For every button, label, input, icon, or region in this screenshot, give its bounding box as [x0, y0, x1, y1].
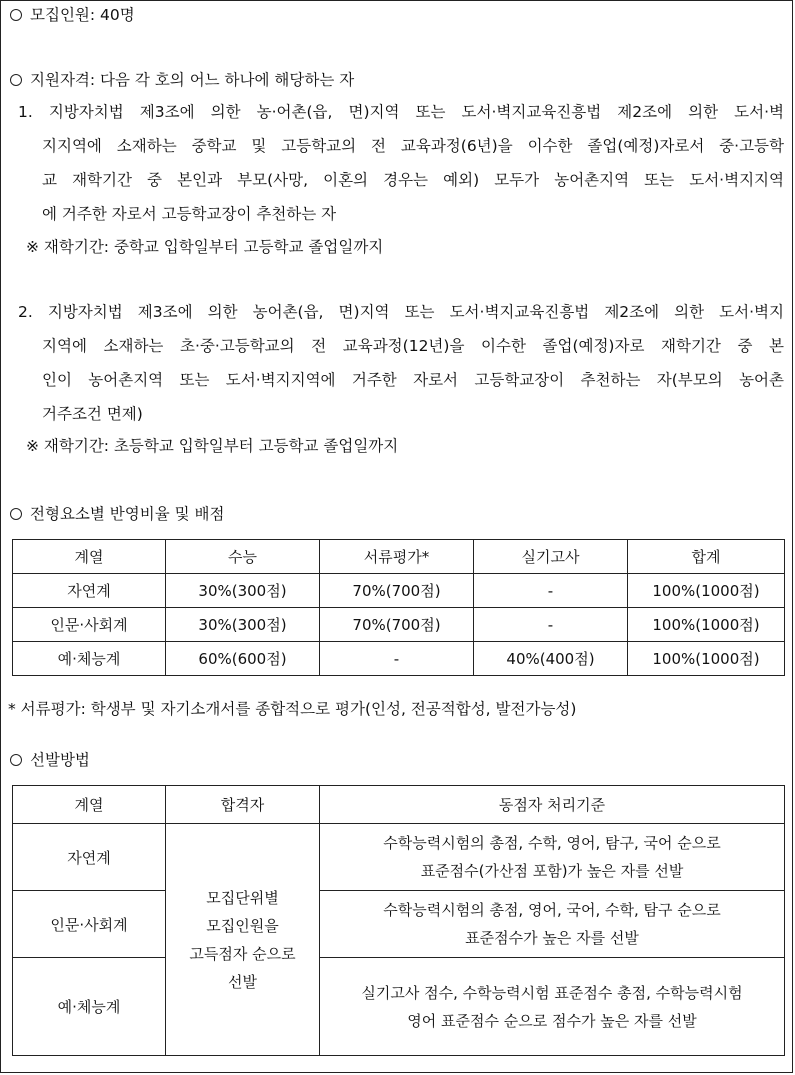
table-row [13, 642, 785, 676]
tiebreak-rule-cell [320, 824, 785, 891]
ratio-heading-line [10, 502, 224, 524]
selection-header-cell: 계열 [13, 786, 166, 824]
rule-line: 실기고사 점수, 수학능력시험 표준점수 총점, 수학능력시험 [361, 983, 743, 1002]
rule-line: 표준점수(가산점 포함)가 높은 자를 선발 [420, 862, 684, 880]
table-cell: 60%(600점) [166, 642, 320, 676]
tiebreak-rule-cell [320, 958, 785, 1056]
ratio-header-cell: 서류평가* [320, 540, 474, 574]
table-cell: 예·체능계 [13, 642, 166, 676]
selection-header-cell: 동점자 처리기준 [320, 786, 785, 824]
table-cell: 70%(700점) [320, 574, 474, 608]
table-row [13, 574, 785, 608]
table-cell: 자연계 [13, 824, 166, 891]
table-row [13, 958, 785, 1056]
item2-note: ※ 재학기간: 초등학교 입학일부터 고등학교 졸업일까지 [26, 437, 399, 455]
selection-heading-line [10, 748, 90, 770]
item2-line-2: 지역에 소재하는 초·중·고등학교의 전 교육과정(12년)을 이수한 졸업(예정)자로 재학기간 중 본 [42, 337, 784, 355]
table-cell: 30%(300점) [166, 608, 320, 642]
rule-line: 수학능력시험의 총점, 영어, 국어, 수학, 탐구 순으로 [383, 901, 721, 919]
passers-line: 모집단위별 [206, 888, 279, 907]
table-row [13, 824, 785, 891]
ratio-header-cell: 실기고사 [474, 540, 628, 574]
item2-line-3: 인이 농어촌지역 또는 도서·벽지지역에 거주한 자로서 고등학교장이 추천하는 자(부모의 농어촌 [42, 371, 784, 389]
rule-line: 영어 표준점수 순으로 점수가 높은 자를 선발 [407, 1011, 697, 1030]
ratio-heading: 전형요소별 반영비율 및 배점 [30, 505, 225, 523]
ratio-header-cell: 수능 [166, 540, 320, 574]
ratio-footnote: * 서류평가: 학생부 및 자기소개서를 종합적으로 평가(인성, 전공적합성, 발전가능성) [8, 700, 577, 718]
quota-line [10, 3, 135, 25]
item2-line-4: 거주조건 면제) [42, 405, 143, 423]
item1-line-3: 교 재학기간 중 본인과 부모(사망, 이혼의 경우는 예외) 모두가 농어촌지역 또는 도서·벽지지역 [42, 171, 784, 189]
table-row [13, 891, 785, 958]
passers-line: 선발 [228, 972, 257, 991]
table-cell: - [474, 574, 628, 608]
selection-header-cell: 합격자 [166, 786, 320, 824]
table-cell: 70%(700점) [320, 608, 474, 642]
passers-line: 모집인원을 [206, 916, 279, 935]
table-cell: 자연계 [13, 574, 166, 608]
table-cell: 인문·사회계 [13, 608, 166, 642]
ratio-header-cell: 합계 [628, 540, 785, 574]
item2-line-1: 2. 지방자치법 제3조에 의한 농어촌(읍, 면)지역 또는 도서·벽지교육진흥법 제2조에 의한 도서·벽지 [18, 303, 784, 321]
selection-table [12, 785, 785, 1056]
rule-line: 표준점수가 높은 자를 선발 [465, 929, 639, 947]
tiebreak-rule-cell [320, 891, 785, 958]
ratio-header-cell: 계열 [13, 540, 166, 574]
table-cell: 100%(1000점) [628, 574, 785, 608]
item1-line-1: 1. 지방자치법 제3조에 의한 농·어촌(읍, 면)지역 또는 도서·벽지교육진흥법 제2조에 의한 도서·벽 [18, 103, 784, 121]
table-cell: 100%(1000점) [628, 642, 785, 676]
eligibility-heading-line [10, 68, 354, 90]
selection-heading: 선발방법 [30, 751, 90, 769]
table-cell: 100%(1000점) [628, 608, 785, 642]
rule-line: 수학능력시험의 총점, 수학, 영어, 탐구, 국어 순으로 [383, 834, 721, 852]
item1-line-2: 지지역에 소재하는 중학교 및 고등학교의 전 교육과정(6년)을 이수한 졸업(예정)자로서 중·고등학 [42, 137, 784, 155]
table-cell: 40%(400점) [474, 642, 628, 676]
circle-bullet-icon [10, 754, 22, 766]
ratio-header-row [13, 540, 785, 574]
passers-line: 고득점자 순으로 [189, 944, 296, 963]
item1-note: ※ 재학기간: 중학교 입학일부터 고등학교 졸업일까지 [26, 238, 384, 256]
circle-bullet-icon [10, 9, 22, 21]
table-cell: 30%(300점) [166, 574, 320, 608]
selection-header-row [13, 786, 785, 824]
ratio-table [12, 539, 785, 676]
table-row [13, 608, 785, 642]
item1-line-4: 에 거주한 자로서 고등학교장이 추천하는 자 [42, 205, 337, 223]
circle-bullet-icon [10, 74, 22, 86]
quota-label: 모집인원: 40명 [30, 6, 135, 24]
table-cell: - [474, 608, 628, 642]
eligibility-heading: 지원자격: 다음 각 호의 어느 하나에 해당하는 자 [30, 71, 355, 89]
table-cell: 예·체능계 [13, 958, 166, 1056]
table-cell: - [320, 642, 474, 676]
passers-cell [166, 824, 320, 1056]
table-cell: 인문·사회계 [13, 891, 166, 958]
circle-bullet-icon [10, 508, 22, 520]
